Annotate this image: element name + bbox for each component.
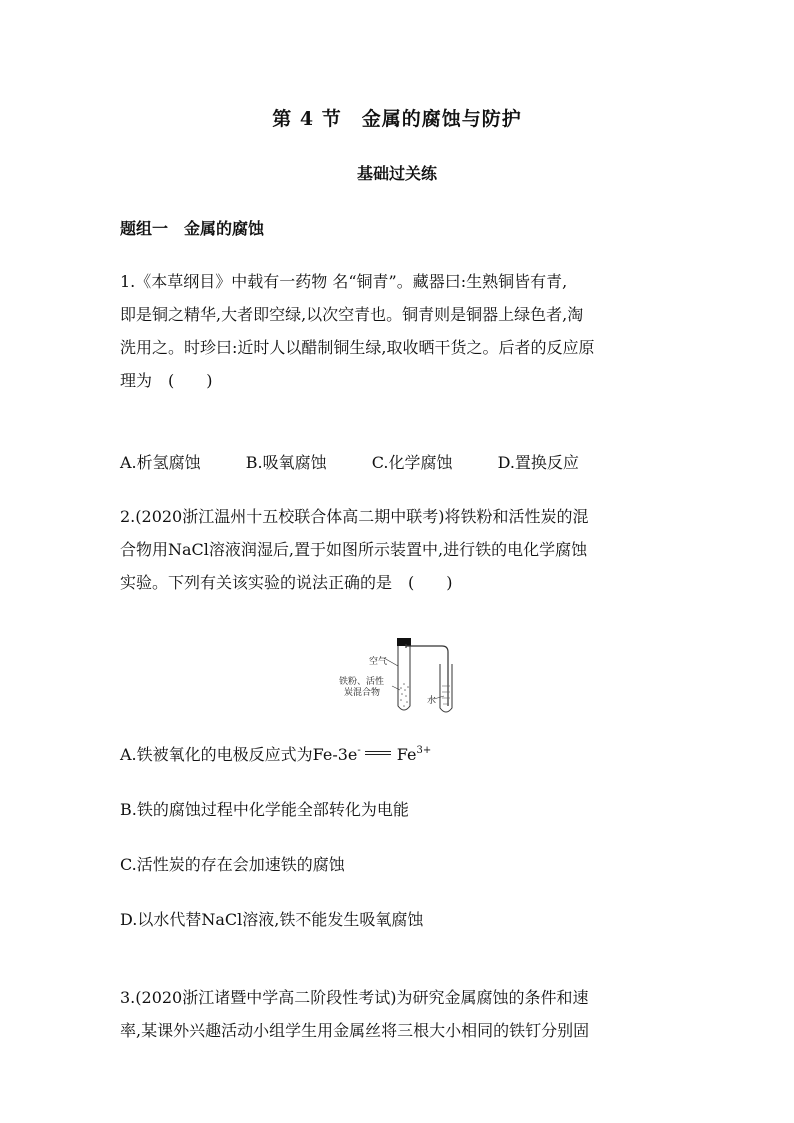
question-2-options xyxy=(120,734,680,936)
question-1-line: 1.《本草纲目》中载有一药物 名“铜青”。藏器曰:生熟铜皆有青, xyxy=(120,272,568,291)
mixture-icon xyxy=(400,683,409,707)
label-mixture-line2: 炭混合物 xyxy=(344,688,381,698)
option-b: B.铁的腐蚀过程中化学能全部转化为电能 xyxy=(120,800,409,819)
option-b: B.吸氧腐蚀 xyxy=(245,453,327,472)
question-2-line: 实验。下列有关该实验的说法正确的是 ( ) xyxy=(120,573,453,592)
option-c: C.化学腐蚀 xyxy=(371,453,453,472)
option-a-product: Fe xyxy=(396,745,417,764)
question-1-line: 即是铜之精华,大者即空绿,以次空青也。铜青则是铜器上绿色者,淘 xyxy=(120,305,584,324)
question-2-line: 2.(2020浙江温州十五校联合体高二期中联考)将铁粉和活性炭的混 xyxy=(120,507,589,526)
question-3-line: 率,某课外兴趣活动小组学生用金属丝将三根大小相同的铁钉分别固 xyxy=(120,1021,590,1040)
option-d: D.置换反应 xyxy=(497,453,579,472)
question-2-line: 合物用NaCl溶液润湿后,置于如图所示装置中,进行铁的电化学腐蚀 xyxy=(120,540,588,559)
option-c: C.活性炭的存在会加速铁的腐蚀 xyxy=(120,855,345,874)
option-a: A.析氢腐蚀 xyxy=(120,453,201,472)
label-water: 水 xyxy=(427,696,437,706)
question-2 xyxy=(120,500,680,599)
section-subtitle: 基础过关练 xyxy=(356,164,437,183)
question-group-heading: 题组一 金属的腐蚀 xyxy=(120,219,265,238)
option-a xyxy=(120,734,680,771)
question-1-line: 洗用之。时珍曰:近时人以醋制铜生绿,取收晒干货之。后者的反应原 xyxy=(120,338,595,357)
option-a-product-charge: 3+ xyxy=(416,745,432,756)
stopper-icon xyxy=(397,638,411,646)
question-1-options xyxy=(120,450,619,473)
label-air: 空气 xyxy=(369,657,388,667)
option-a-text: A.铁被氧化的电极反应式为Fe-3e xyxy=(120,745,358,764)
question-3-line: 3.(2020浙江诸暨中学高二阶段性考试)为研究金属腐蚀的条件和速 xyxy=(120,988,589,1007)
option-d: D.以水代替NaCl溶液,铁不能发生吸氧腐蚀 xyxy=(120,910,424,929)
question-3 xyxy=(120,981,680,1047)
apparatus-figure xyxy=(334,636,464,716)
equals-sign-icon xyxy=(365,751,391,755)
water-icon xyxy=(442,686,450,704)
question-1 xyxy=(120,265,680,397)
option-a-superscript: - xyxy=(357,745,361,756)
label-mixture-line1: 铁粉、活性 xyxy=(339,677,385,687)
section-title: 第 4 节 金属的腐蚀与防护 xyxy=(272,108,522,130)
water-tube-icon xyxy=(440,664,452,712)
question-1-line: 理为 ( ) xyxy=(120,371,213,390)
test-tube-icon xyxy=(398,646,410,710)
